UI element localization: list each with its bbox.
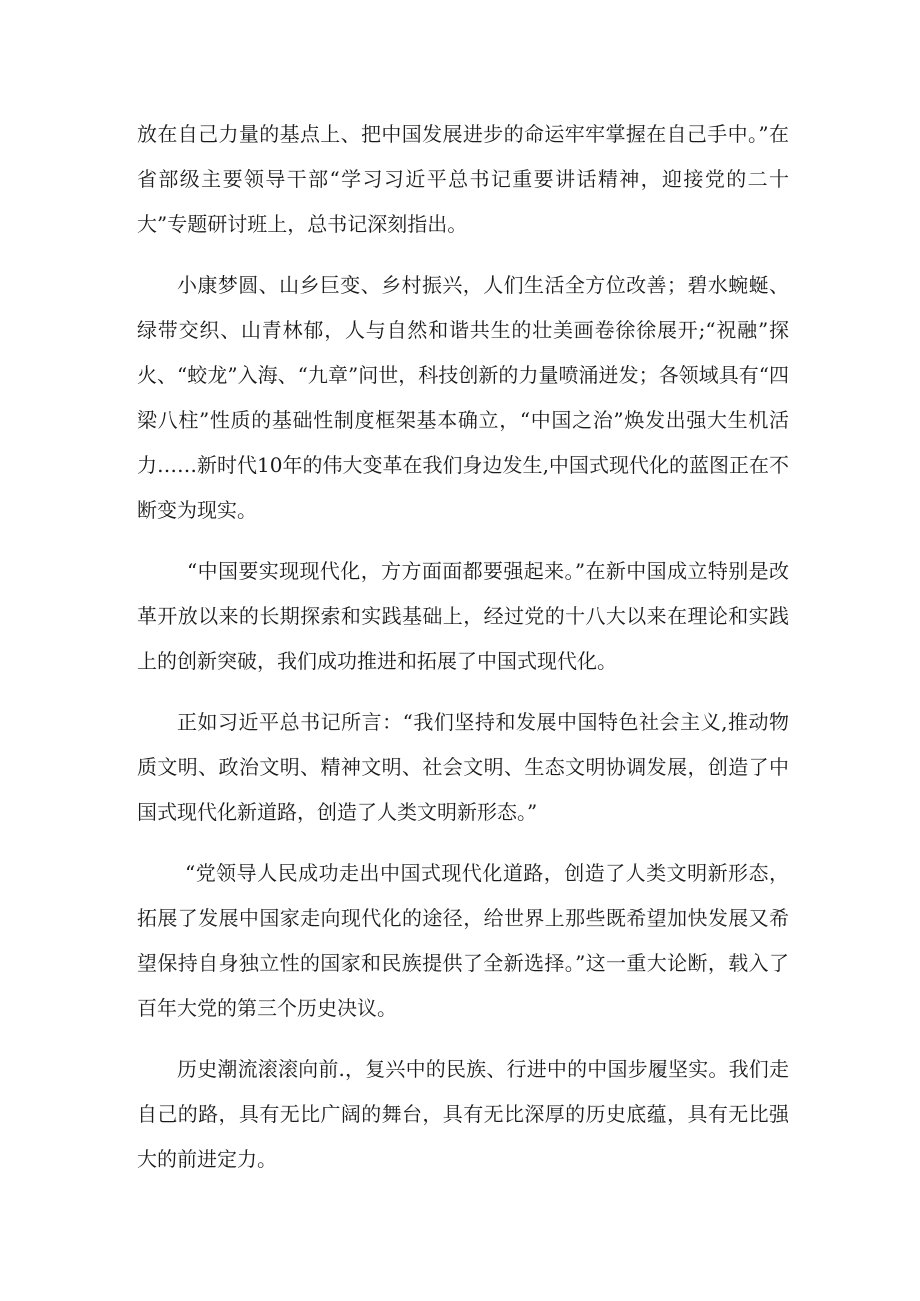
paragraph-6: 历史潮流滚滚向前.，复兴中的民族、行进中的中国步履坚实。我们走自己的路，具有无比广阔的舞台，具有无比深厚的历史底蕴，具有无比强大的前进定力。 xyxy=(137,1057,789,1171)
paragraph-1: 放在自己力量的基点上、把中国发展进步的命运牢牢掌握在自己手中。”在省部级主要领导干部“学习习近平总书记重要讲话精神，迎接党的二十大”专题研讨班上，总书记深刻指出。 xyxy=(137,122,789,236)
paragraph-2: 小康梦圆、山乡巨变、乡村振兴，人们生活全方位改善；碧水蜿蜒、绿带交织、山青林郁，人与自然和谐共生的壮美画卷徐徐展开;“祝融”探火、“蛟龙”入海、“九章”问世，科技创新的力量喷涌迸发；各领域具有“四梁八柱”性质的基础性制度框架基本确立，“中国之治”焕发出强大生机活力……新时代10年的伟大变革在我们身边发生,中国式现代化的蓝图正在不断变为现实。 xyxy=(137,273,789,522)
paragraph-4: 正如习近平总书记所言：“我们坚持和发展中国特色社会主义,推动物质文明、政治文明、精神文明、社会文明、生态文明协调发展，创造了中国式现代化新道路，创造了人类文明新形态。” xyxy=(137,710,789,824)
paragraph-5: “党领导人民成功走出中国式现代化道路，创造了人类文明新形态，拓展了发展中国家走向现代化的途径，给世界上那些既希望加快发展又希望保持自身独立性的国家和民族提供了全新选择。”这一重大论断，载入了百年大党的第三个历史决议。 xyxy=(137,861,789,1020)
paragraph-3: “中国要实现现代化，方方面面都要强起来。”在新中国成立特别是改革开放以来的长期探索和实践基础上，经过党的十八大以来在理论和实践上的创新突破，我们成功推进和拓展了中国式现代化。 xyxy=(137,559,789,673)
document-body xyxy=(137,112,789,1182)
